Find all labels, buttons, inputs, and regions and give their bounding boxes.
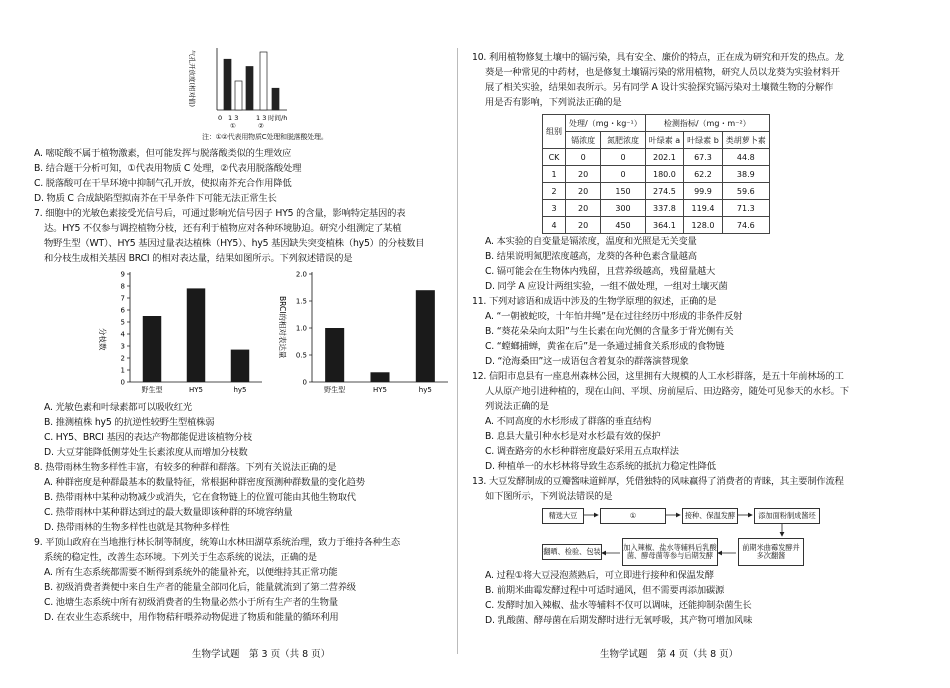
x-tick-label: 野生型 bbox=[324, 386, 346, 394]
table-cell: 20 bbox=[566, 217, 601, 234]
flow-step-early-fermentation: 前期米曲霉发酵并多次翻酱 bbox=[738, 538, 804, 566]
q6-option-b: B. 结合题干分析可知，①代表用物质 C 处理，②代表用脱落酸处理 bbox=[34, 163, 302, 174]
fig6-note: 注：①②代表用物质C处理和脱落酸处理。 bbox=[202, 133, 328, 141]
q11-option-c: C. “螳螂捕蝉，黄雀在后”是一条通过捕食关系形成的食物链 bbox=[485, 341, 725, 352]
branch-number-chart bbox=[92, 266, 267, 396]
q7-option-a: A. 光敏色素和叶绿素都可以吸收红光 bbox=[44, 402, 192, 413]
y-tick-label: 1.5 bbox=[295, 297, 307, 306]
y-tick-label: 6 bbox=[120, 306, 125, 315]
table-cell: 3 bbox=[543, 200, 566, 217]
q13-option-c: C. 发酵时加入辣椒、盐水等辅料不仅可以调味，还能抑制杂菌生长 bbox=[485, 600, 752, 611]
flow-step-select-soybeans: 精选大豆 bbox=[542, 508, 584, 524]
q9-option-b: B. 初级消费者粪便中来自生产者的能量全部同化后，能量就流到了第二营养级 bbox=[44, 582, 356, 593]
q10-stem-line: 用是否有影响，下列说法正确的是 bbox=[485, 97, 622, 108]
page-footer-right: 生物学试题 第 4 页（共 8 页） bbox=[600, 649, 739, 660]
table-cell: 180.0 bbox=[645, 166, 683, 183]
table-cell: 20 bbox=[566, 183, 601, 200]
table-cell: 20 bbox=[566, 166, 601, 183]
table-header-cd: 镉浓度 bbox=[566, 132, 601, 149]
fig6-xlabel: 时间/h bbox=[268, 114, 288, 122]
table-cell: 0 bbox=[601, 149, 645, 166]
y-tick-label: 9 bbox=[120, 270, 125, 279]
q7-stem-line: 物野生型（WT）、HY5 基因过量表达植株（HY5）、hy5 基因缺失突变植株（hy5）的分枝数目 bbox=[44, 238, 425, 249]
q6-option-d: D. 物质 C 合成缺陷型拟南芥在干旱条件下可能无法正常生长 bbox=[34, 193, 277, 204]
table-row bbox=[543, 200, 770, 217]
y-tick-label: 8 bbox=[120, 282, 125, 291]
table-cell: 150 bbox=[601, 183, 645, 200]
bar-HY5 bbox=[370, 372, 389, 382]
q11-option-a: A. “一朝被蛇咬，十年怕井绳”是在过往经历中形成的非条件反射 bbox=[485, 311, 743, 322]
q9-option-c: C. 池塘生态系统中所有初级消费者的生物量必然小于所有生产者的生物量 bbox=[44, 597, 338, 608]
table-cell: 67.3 bbox=[684, 149, 723, 166]
table-header-treatment: 处理/（mg・kg⁻¹） bbox=[566, 115, 646, 132]
q11-stem: 11. 下列对谚语和成语中涉及的生物学原理的叙述，正确的是 bbox=[472, 296, 717, 307]
table-cell: 364.1 bbox=[645, 217, 683, 234]
bar-野生型 bbox=[143, 316, 161, 382]
q9-option-a: A. 所有生态系统都需要不断得到系统外的能量补充，以便维持其正常功能 bbox=[44, 567, 338, 578]
y-tick-label: 2.0 bbox=[295, 270, 307, 279]
table-cell: 4 bbox=[543, 217, 566, 234]
chart1-ylabel: 分枝数 bbox=[98, 328, 107, 351]
brci-expression-chart bbox=[272, 266, 452, 396]
x-tick-label: HY5 bbox=[189, 386, 203, 394]
table-cell: 44.8 bbox=[722, 149, 769, 166]
q8-stem: 8. 热带雨林生物多样性丰富，有较多的种群和群落。下列有关说法正确的是 bbox=[34, 462, 337, 473]
x-tick-label: 野生型 bbox=[141, 386, 163, 394]
fig6-tick-13b: 1 3 bbox=[256, 114, 267, 122]
x-tick-label: HY5 bbox=[373, 386, 387, 394]
flow-step-inoculate: 接种、保温发酵 bbox=[682, 508, 738, 524]
table-row bbox=[543, 183, 770, 200]
q10-stem-line: 葵是一种常见的中药材，也是修复土壤镉污染的常用植物，研究人员以龙葵为实验材料开 bbox=[485, 67, 840, 78]
table-cell: 1 bbox=[543, 166, 566, 183]
table-row bbox=[543, 166, 770, 183]
fig6-tick-13: 1 3 bbox=[228, 114, 239, 122]
q7-stem-line: 7. 细胞中的光敏色素接受光信号后，可通过影响光信号因子 HY5 的含量，影响特定基因的表 bbox=[34, 208, 406, 219]
fig6-bar bbox=[235, 81, 242, 110]
q7-option-b: B. 推测植株 hy5 的抗逆性较野生型植株弱 bbox=[44, 417, 215, 428]
q6-option-c: C. 脱落酸可在干旱环境中抑制气孔开放，使拟南芥充合作用降低 bbox=[34, 178, 292, 189]
page-footer-left: 生物学试题 第 3 页（共 8 页） bbox=[192, 649, 331, 660]
y-tick-label: 0 bbox=[120, 378, 125, 387]
y-tick-label: 2 bbox=[120, 354, 125, 363]
q8-option-a: A. 种群密度是种群最基本的数量特征，常根据种群密度预测种群数量的变化趋势 bbox=[44, 477, 365, 488]
table-cell: 202.1 bbox=[645, 149, 683, 166]
bar-hy5 bbox=[416, 290, 435, 382]
table-cell: 20 bbox=[566, 200, 601, 217]
q9-stem-line: 9. 平顶山政府在当地推行林长制等制度，统筹山水林田湖草系统治理，致力于维持各种生态 bbox=[34, 537, 401, 548]
q11-option-d: D. “沧海桑田”这一成语包含着复杂的群落演替现象 bbox=[485, 356, 689, 367]
q7-option-d: D. 大豆芽能降低侧芽处生长素浓度从而增加分枝数 bbox=[44, 447, 248, 458]
table-cell: 62.2 bbox=[684, 166, 723, 183]
q12-option-d: D. 种植单一的水杉林将导致生态系统的抵抗力稳定性降低 bbox=[485, 461, 716, 472]
fig6-bars bbox=[224, 52, 279, 110]
table-header-n: 氮肥浓度 bbox=[601, 132, 645, 149]
q13-option-d: D. 乳酸菌、酵母菌在后期发酵时进行无氧呼吸，其产物可增加风味 bbox=[485, 615, 753, 626]
fig6-tick-0: 0 bbox=[218, 114, 223, 122]
table-cell: 71.3 bbox=[722, 200, 769, 217]
y-tick-label: 1.0 bbox=[295, 324, 307, 333]
table-cell: 300 bbox=[601, 200, 645, 217]
flow-step-package: 翻晒、检验、包装 bbox=[542, 544, 602, 560]
q13-option-b: B. 前期米曲霉发酵过程中可适时通风，但不需要再添加碳源 bbox=[485, 585, 725, 596]
y-tick-label: 0 bbox=[302, 378, 307, 387]
y-tick-label: 7 bbox=[120, 294, 125, 303]
table-cell: 337.8 bbox=[645, 200, 683, 217]
table-row bbox=[543, 217, 770, 234]
q12-option-a: A. 不同高度的水杉形成了群落的垂直结构 bbox=[485, 416, 652, 427]
q13-stem-line: 13. 大豆发酵制成的豆瓣酱味道鲜厚，凭借独特的风味赢得了消费者的青睐，其主要制作流程 bbox=[472, 476, 844, 487]
table-cell: 450 bbox=[601, 217, 645, 234]
q8-option-c: C. 热带雨林中某种群达到过的最大数量即该种群的环境容纳量 bbox=[44, 507, 293, 518]
q10-option-a: A. 本实验的自变量是镉浓度，温度和光照是无关变量 bbox=[485, 236, 697, 247]
flow-step-late-fermentation: 加入辣椒、盐水等辅料后乳酸菌、酵母菌等参与后期发酵 bbox=[622, 538, 718, 566]
q10-stem-line: 展了相关实验，结果如表所示。另有同学 A 设计实验探究镉污染对土壤微生物的分解作 bbox=[485, 82, 834, 93]
table-header-chl-b: 叶绿素 b bbox=[684, 132, 723, 149]
q10-stem-line: 10. 利用植物修复土壤中的镉污染，具有安全、廉价的特点，正在成为研究和开发的热点。龙 bbox=[472, 52, 844, 63]
x-tick-label: hy5 bbox=[418, 386, 432, 394]
table-cell: 2 bbox=[543, 183, 566, 200]
q12-stem-line: 列说法正确的是 bbox=[485, 401, 549, 412]
q13-stem-line: 如下图所示，下列说法错误的是 bbox=[485, 491, 613, 502]
chart2-ylabel: BRCI的相对表达量 bbox=[278, 296, 287, 359]
y-tick-label: 4 bbox=[120, 330, 125, 339]
q8-option-b: B. 热带雨林中某种动物减少或消失，它在食物链上的位置可能由其他生物取代 bbox=[44, 492, 356, 503]
cadmium-data-table bbox=[542, 114, 770, 234]
q7-option-c: C. HY5、BRCI 基因的表达产物都能促进该植物分枝 bbox=[44, 432, 252, 443]
q12-option-c: C. 调查路旁的水杉种群密度最好采用五点取样法 bbox=[485, 446, 679, 457]
table-cell: CK bbox=[543, 149, 566, 166]
fig6-bar bbox=[246, 67, 253, 111]
flow-step-1: ① bbox=[600, 508, 666, 524]
table-cell: 74.6 bbox=[722, 217, 769, 234]
table-cell: 119.4 bbox=[684, 200, 723, 217]
table-row bbox=[543, 149, 770, 166]
q8-option-d: D. 热带雨林的生物多样性也就是其物种多样性 bbox=[44, 522, 230, 533]
q7-stem-line: 达。HY5 不仅参与调控植物分枝，还有利于植物应对各种环境胁迫。研究小组测定了某植 bbox=[44, 223, 402, 234]
y-tick-label: 5 bbox=[120, 318, 125, 327]
y-tick-label: 0.5 bbox=[295, 351, 307, 360]
fig6-group-2: ② bbox=[258, 122, 264, 130]
bar-hy5 bbox=[231, 350, 249, 382]
q12-option-b: B. 息县大量引种水杉是对水杉最有效的保护 bbox=[485, 431, 661, 442]
stomata-bar-figure bbox=[182, 40, 332, 135]
table-cell: 99.9 bbox=[684, 183, 723, 200]
q13-option-a: A. 过程①将大豆浸泡蒸熟后，可立即进行接种和保温发酵 bbox=[485, 570, 714, 581]
q12-stem-line: 12. 信阳市息县有一座息州森林公园，这里拥有大规模的人工水杉群落，是五十年前林场的工 bbox=[472, 371, 844, 382]
table-header-group: 组别 bbox=[543, 115, 566, 149]
table-cell: 59.6 bbox=[722, 183, 769, 200]
flow-step-add-flour: 添加面粉制成酱坯 bbox=[754, 508, 820, 524]
q9-option-d: D. 在农业生态系统中，用作物秸秆喂养动物促进了物质和能量的循环利用 bbox=[44, 612, 339, 623]
fig6-bar bbox=[224, 59, 231, 110]
y-tick-label: 1 bbox=[120, 366, 125, 375]
fig6-group-1: ① bbox=[230, 122, 236, 130]
fig6-bar bbox=[260, 52, 267, 110]
q10-option-d: D. 同学 A 应设计两组实验，一组不做处理，一组对土壤灭菌 bbox=[485, 281, 728, 292]
table-header-index: 检测指标/（mg・m⁻²） bbox=[645, 115, 769, 132]
bar-野生型 bbox=[325, 328, 344, 382]
table-header-chl-a: 叶绿素 a bbox=[645, 132, 683, 149]
table-header-carotenoid: 类胡萝卜素 bbox=[722, 132, 769, 149]
fig6-ylabel: 气孔开放度(相对值) bbox=[188, 50, 196, 108]
q9-stem-line: 系统的稳定性，改善生态环境。下列关于生态系统的说法，正确的是 bbox=[44, 552, 317, 563]
table-cell: 38.9 bbox=[722, 166, 769, 183]
q11-option-b: B. “葵花朵朵向太阳”与生长素在向光侧的含量多于背光侧有关 bbox=[485, 326, 734, 337]
bar-HY5 bbox=[187, 288, 205, 382]
q12-stem-line: 人从原产地引进种植的，现在山间、平坝、房前屋后、田边路旁，随处可见参天的水杉。下 bbox=[485, 386, 849, 397]
table-cell: 274.5 bbox=[645, 183, 683, 200]
table-cell: 0 bbox=[601, 166, 645, 183]
y-tick-label: 3 bbox=[120, 342, 125, 351]
q6-option-a: A. 嘧啶酸不属于植物激素，但可能发挥与脱落酸类似的生理效应 bbox=[34, 148, 292, 159]
q7-stem-line: 和分枝生成相关基因 BRCI 的相对表达量，结果如图所示。下列叙述错误的是 bbox=[44, 253, 353, 264]
fig6-bar bbox=[272, 88, 279, 110]
q10-option-b: B. 结果说明氮肥浓度越高，龙葵的各种色素含量越高 bbox=[485, 251, 697, 262]
table-cell: 0 bbox=[566, 149, 601, 166]
x-tick-label: hy5 bbox=[233, 386, 247, 394]
q10-option-c: C. 镉可能会在生物体内残留，且营养级越高，残留量越大 bbox=[485, 266, 716, 277]
table-cell: 128.0 bbox=[684, 217, 723, 234]
column-divider bbox=[457, 48, 458, 654]
